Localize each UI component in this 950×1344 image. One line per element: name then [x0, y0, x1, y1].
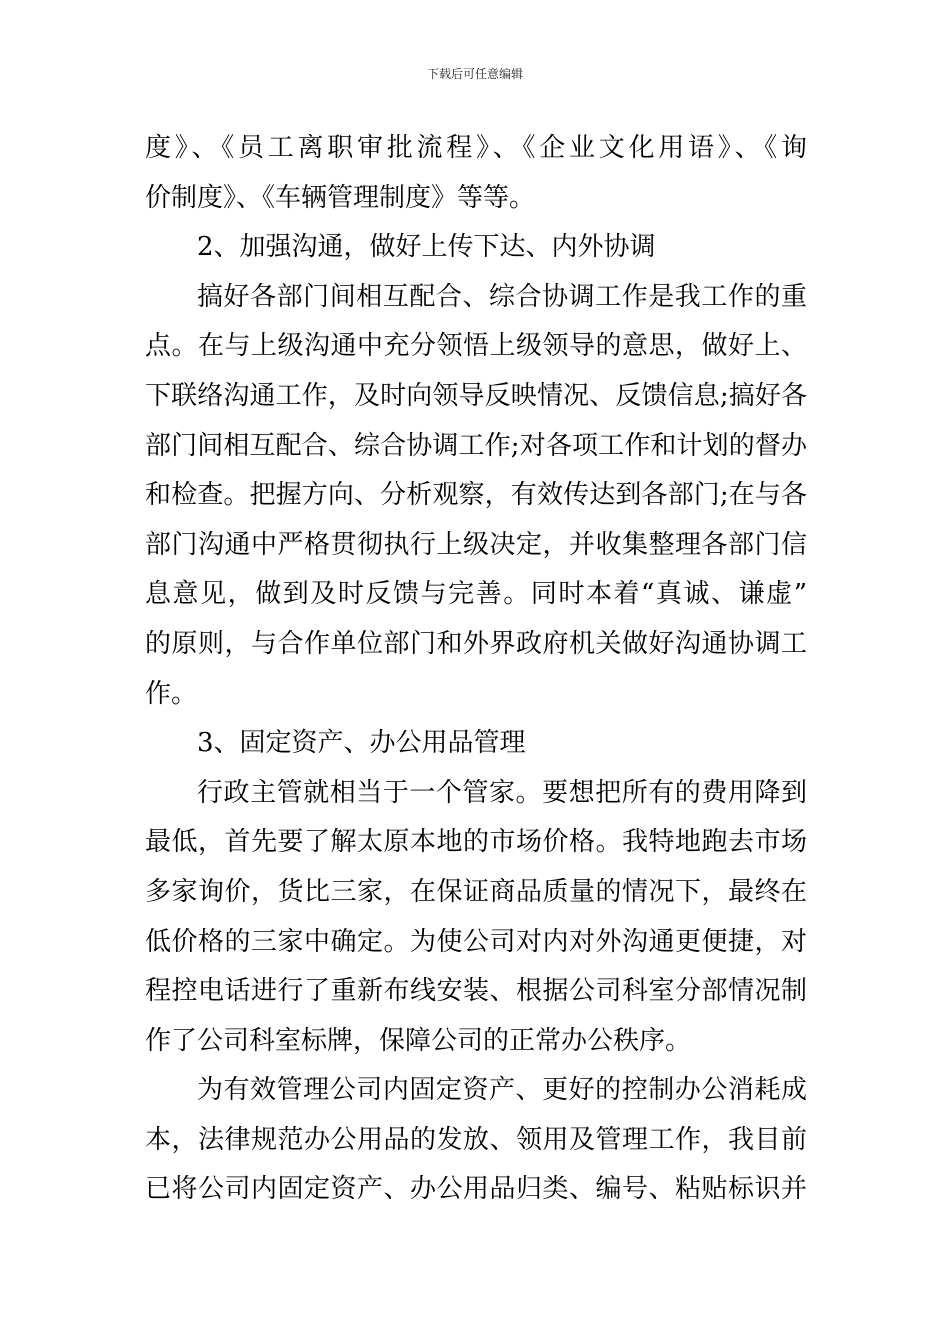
text-line: 作。 — [145, 678, 198, 709]
section-heading-communication — [145, 223, 807, 273]
text-line: 行政主管就相当于一个管家。要想把所有的费用降到 — [197, 777, 807, 808]
text-line: 为有效管理公司内固定资产、更好的控制办公消耗成 — [197, 1075, 807, 1106]
paragraph-office-supplies — [145, 1066, 807, 1215]
text-line: 最低，首先要了解太原本地的市场价格。我特地跑去市场 — [145, 827, 807, 858]
text-line: 程控电话进行了重新布线安装、根据公司科室分部情况制 — [145, 976, 807, 1007]
text-line: 低价格的三家中确定。为使公司对内对外沟通更便捷，对 — [145, 926, 807, 957]
text-line: 下联络沟通工作，及时向领导反映情况、反馈信息;搞好各 — [145, 380, 807, 411]
text-line: 息意见，做到及时反馈与完善。同时本着“真诚、谦虚” — [145, 579, 807, 610]
text-line: 的原则，与合作单位部门和外界政府机关做好沟通协调工 — [145, 628, 807, 659]
text-line: 搞好各部门间相互配合、综合协调工作是我工作的重 — [197, 281, 807, 312]
page-header: 下载后可任意编辑 — [426, 67, 523, 81]
paragraph-housekeeping — [145, 769, 807, 1067]
text-line: 本，法律规范办公用品的发放、领用及管理工作，我目前 — [145, 1124, 807, 1155]
text-line: 点。在与上级沟通中充分领悟上级领导的意思，做好上、 — [145, 331, 807, 362]
document-body — [145, 124, 807, 1215]
text-line: 价制度》、《车辆管理制度》等等。 — [145, 182, 536, 213]
text-line: 作了公司科室标牌，保障公司的正常办公秩序。 — [145, 1025, 692, 1056]
text-line: 已将公司内固定资产、办公用品归类、编号、粘贴标识并 — [145, 1174, 807, 1205]
text-line: 多家询价，货比三家，在保证商品质量的情况下，最终在 — [145, 876, 807, 907]
paragraph-communication — [145, 273, 807, 719]
text-line: 2、加强沟通，做好上传下达、内外协调 — [197, 232, 656, 263]
section-heading-fixed-assets — [145, 719, 807, 769]
text-line: 3、固定资产、办公用品管理 — [197, 728, 526, 759]
text-line: 部门间相互配合、综合协调工作;对各项工作和计划的督办 — [145, 430, 807, 461]
text-line: 部门沟通中严格贯彻执行上级决定，并收集整理各部门信 — [145, 529, 807, 560]
text-line: 和检查。把握方向、分析观察，有效传达到各部门;在与各 — [145, 480, 807, 511]
paragraph-list-of-regulations — [145, 124, 807, 223]
text-line: 度》、《员工离职审批流程》、《企业文化用语》、《询 — [145, 133, 807, 163]
